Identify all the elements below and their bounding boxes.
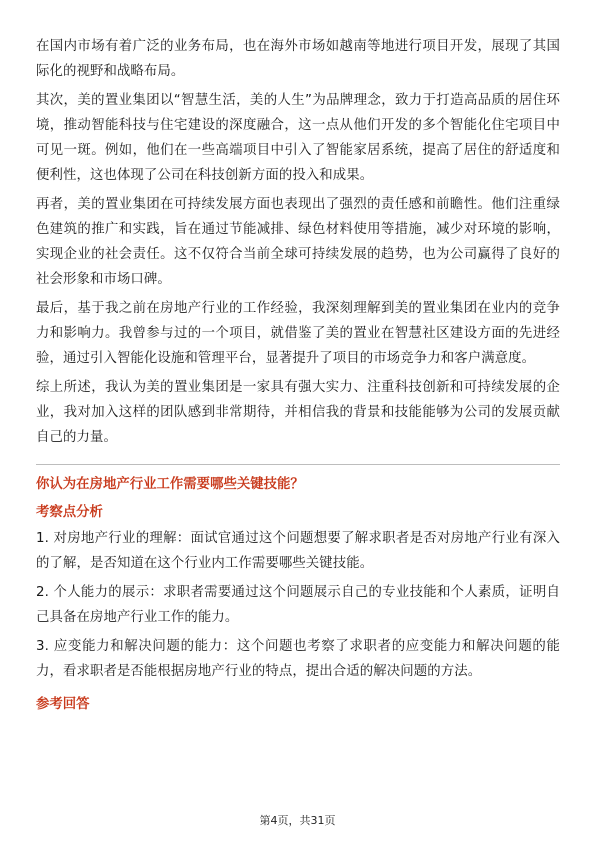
body-paragraph-5: 综上所述，我认为美的置业集团是一家具有强大实力、注重科技创新和可持续发展的企业，我对加入这样的团队感到非常期待，并相信我的背景和技能能够为公司的发展贡献自己的力量。 <box>36 380 560 445</box>
answer-heading: 参考回答 <box>36 697 90 712</box>
body-paragraph-2: 其次，美的置业集团以“智慧生活，美的人生”为品牌理念，致力于打造高品质的居住环境，推动智能科技与住宅建设的深度融合，这一点从他们开发的多个智能化住宅项目中可见一斑。例如，他们在一些高端项目中引入了智能家居系统，提高了居住的舒适度和便利性，这也体现了公司在科技创新方面的投入和成果。 <box>36 93 560 183</box>
analysis-point-1: 1. 对房地产行业的理解：面试官通过这个问题想要了解求职者是否对房地产行业有深入的了解，是否知道在这个行业内工作需要哪些关键技能。 <box>36 531 560 571</box>
page-content <box>36 34 560 718</box>
body-paragraph-4: 最后，基于我之前在房地产行业的工作经验，我深刻理解到美的置业集团在业内的竞争力和影响力。我曾参与过的一个项目，就借鉴了美的置业在智慧社区建设方面的先进经验，通过引入智能化设施和管理平台，显著提升了项目的市场竞争力和客户满意度。 <box>36 301 560 366</box>
page-number-footer: 第4页，共31页 <box>259 814 336 827</box>
analysis-point-2: 2. 个人能力的展示：求职者需要通过这个问题展示自己的专业技能和个人素质，证明自己具备在房地产行业工作的能力。 <box>36 585 560 625</box>
section-divider <box>36 464 560 465</box>
analysis-heading: 考察点分析 <box>36 505 103 520</box>
analysis-point-3: 3. 应变能力和解决问题的能力：这个问题也考察了求职者的应变能力和解决问题的能力，看求职者是否能根据房地产行业的特点，提出合适的解决问题的方法。 <box>36 639 560 679</box>
body-paragraph-3: 再者，美的置业集团在可持续发展方面也表现出了强烈的责任感和前瞻性。他们注重绿色建筑的推广和实践，旨在通过节能减排、绿色材料使用等措施，减少对环境的影响，实现企业的社会责任。这不仅符合当前全球可持续发展的趋势，也为公司赢得了良好的社会形象和市场口碑。 <box>36 197 560 287</box>
question-title: 你认为在房地产行业工作需要哪些关键技能？ <box>36 477 304 492</box>
body-paragraph-1: 在国内市场有着广泛的业务布局，也在海外市场如越南等地进行项目开发，展现了其国际化的视野和战略布局。 <box>36 39 560 79</box>
